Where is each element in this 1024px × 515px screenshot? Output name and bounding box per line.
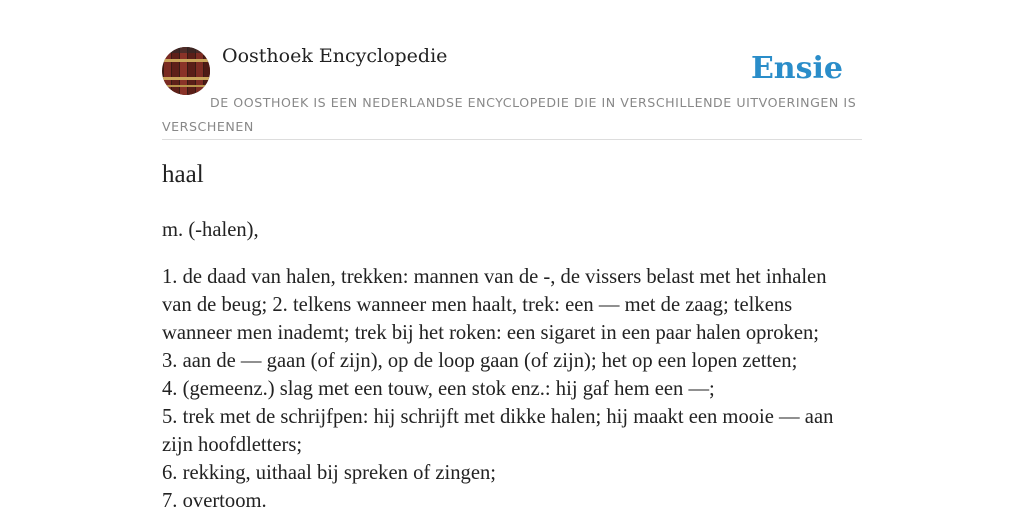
definition-line: 6. rekking, uithaal bij spreken of zingen; (162, 462, 496, 484)
avatar[interactable] (162, 47, 210, 95)
entry-content (162, 216, 862, 515)
site-title[interactable]: Oosthoek Encyclopedie (222, 45, 448, 67)
entry-definitions (162, 263, 862, 515)
definition-line: van de beug; 2. telkens wanneer men haalt, trek: een — met de zaag; telkens (162, 294, 793, 316)
entry-grammar: m. (-halen), (162, 219, 259, 241)
definition-line: wanneer men inademt; trek bij het roken: een sigaret in een paar halen oproken; (162, 322, 820, 344)
definition-line: 1. de daad van halen, trekken: mannen van de -, de vissers belast met het inhalen (162, 266, 827, 288)
definition-line: 5. trek met de schrijfpen: hij schrijft met dikke halen; hij maakt een mooie — aan (162, 406, 834, 428)
header-divider (162, 139, 862, 140)
entry-title: haal (162, 161, 204, 188)
brand-logo[interactable]: Ensie (750, 51, 843, 86)
site-subtitle: DE OOSTHOEK IS EEN NEDERLANDSE ENCYCLOPEDIE DIE IN VERSCHILLENDE UITVOERINGEN IS VERSCHENEN (162, 95, 857, 134)
definition-line: 4. (gemeenz.) slag met een touw, een stok enz.: hij gaf hem een —; (162, 378, 715, 400)
definition-line: 7. overtoom. (162, 490, 267, 512)
definition-line: zijn hoofdletters; (162, 434, 303, 456)
definition-line: 3. aan de — gaan (of zijn), op de loop gaan (of zijn); het op een lopen zetten; (162, 350, 798, 372)
book-spines-icon (162, 47, 210, 95)
